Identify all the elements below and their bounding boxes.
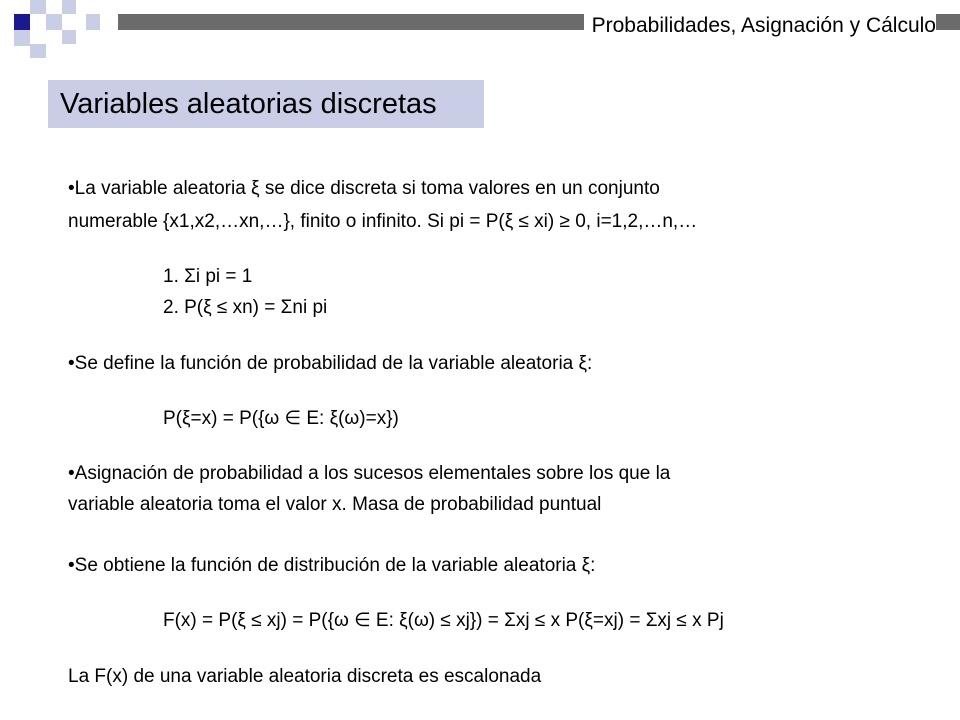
decor-square-light — [62, 30, 76, 44]
decor-square-light — [46, 14, 62, 30]
decor-square-dark — [14, 14, 30, 30]
equation-4: F(x) = P(ξ ≤ xj) = P({ω ∈ E: ξ(ω) ≤ xj}) = Σxj ≤ x P(ξ=xj) = Σxj ≤ x Pj — [163, 610, 724, 631]
closing-text: La F(x) de una variable aleatoria discreta es escalonada — [68, 666, 542, 687]
bullet-2: •Se define la función de probabilidad de la variable aleatoria ξ: — [68, 353, 593, 374]
header-title: Probabilidades, Asignación y Cálculo — [584, 12, 936, 40]
decor-square-light — [14, 30, 30, 46]
decor-square-light — [86, 14, 100, 30]
bullet-3-line-2: variable aleatoria toma el valor x. Masa de probabilidad puntual — [68, 494, 602, 515]
decor-square-light — [30, 0, 46, 14]
bullet-3-line-1: •Asignación de probabilidad a los sucesos elementales sobre los que la — [68, 463, 671, 484]
equation-1: 1. Σi pi = 1 — [163, 266, 253, 287]
bullet-1-line-2: numerable {x1,x2,…xn,…}, finito o infinito. Si pi = P(ξ ≤ xi) ≥ 0, i=1,2,…n,… — [68, 211, 698, 232]
equation-2: 2. P(ξ ≤ xn) = Σni pi — [163, 297, 328, 318]
decor-square-light — [30, 44, 46, 58]
bullet-4: •Se obtiene la función de distribución de la variable aleatoria ξ: — [68, 555, 596, 576]
decor-square-light — [62, 0, 76, 14]
equation-3: P(ξ=x) = P({ω ∈ E: ξ(ω)=x}) — [163, 408, 399, 429]
slide-title: Variables aleatorias discretas — [60, 88, 437, 120]
bullet-1-line-1: •La variable aleatoria ξ se dice discreta si toma valores en un conjunto — [68, 178, 660, 199]
